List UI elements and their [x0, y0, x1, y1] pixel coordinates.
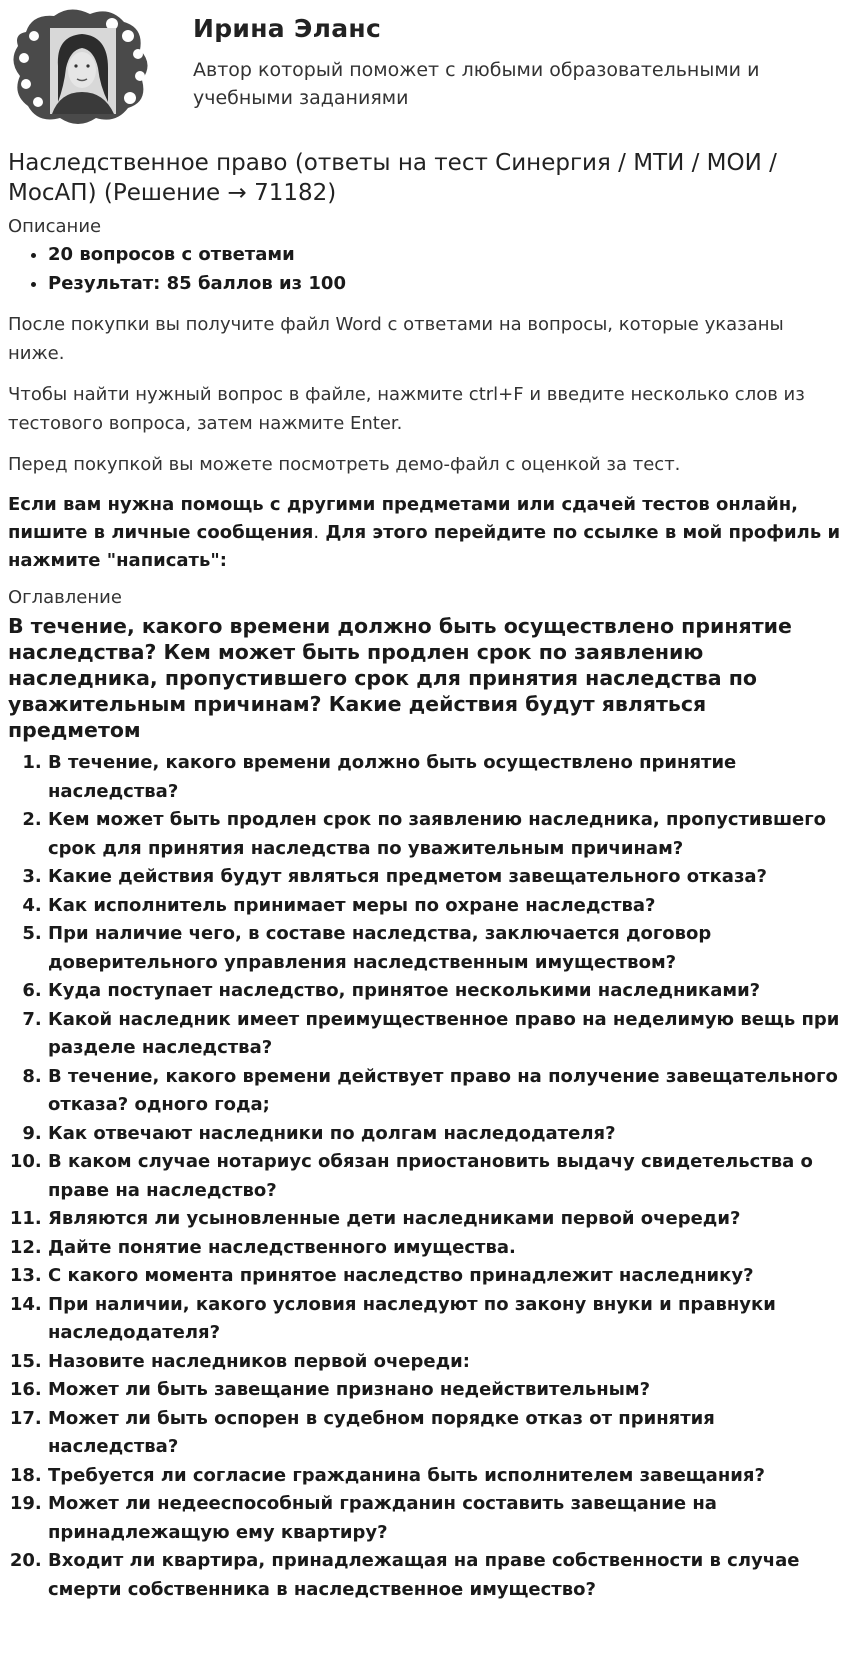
- contact-paragraph: [8, 491, 842, 575]
- paragraph-demo: Перед покупкой вы можете посмотреть демо-файл с оценкой за тест.: [8, 454, 681, 475]
- contact-text-1: Если вам нужна помощь с другими предметами или сдачей тестов онлайн, пишите в личные сообщения: [8, 494, 799, 543]
- question-item: 10. В каком случае нотариус обязан приостановить выдачу свидетельства о праве на наследство?: [48, 1148, 842, 1205]
- question-item: 16. Может ли быть завещание признано недействительным?: [48, 1376, 842, 1405]
- question-item: 12. Дайте понятие наследственного имущества.: [48, 1234, 842, 1263]
- question-item: 9. Как отвечают наследники по долгам наследодателя?: [48, 1120, 842, 1149]
- question-item: 18. Требуется ли согласие гражданина быть исполнителем завещания?: [48, 1462, 842, 1491]
- question-item: 1. В течение, какого времени должно быть осуществлено принятие наследства?: [48, 749, 842, 806]
- question-item: 7. Какой наследник имеет преимущественное право на неделимую вещь при разделе наследства?: [48, 1006, 842, 1063]
- contact-dot: .: [313, 522, 320, 543]
- summary-item: • Результат: 85 баллов из 100: [48, 269, 842, 298]
- questions-list: [8, 749, 842, 1604]
- question-item: 5. При наличие чего, в составе наследства, заключается договор доверительного управления наследственным имуществом?: [48, 920, 842, 977]
- question-item: 11. Являются ли усыновленные дети наследниками первой очереди?: [48, 1205, 842, 1234]
- author-name[interactable]: Ирина Эланс: [193, 14, 382, 43]
- question-item: 2. Кем может быть продлен срок по заявлению наследника, пропустившего срок для принятия наследства по уважительным причинам?: [48, 806, 842, 863]
- summary-item: • 20 вопросов с ответами: [48, 240, 842, 269]
- description-label: Описание: [8, 216, 102, 237]
- author-description: Автор который поможет с любыми образовательными и учебными заданиями: [193, 59, 760, 109]
- question-item: 8. В течение, какого времени действует право на получение завещательного отказа? одного года;: [48, 1063, 842, 1120]
- paragraph-purchase: После покупки вы получите файл Word с ответами на вопросы, которые указаны ниже.: [8, 314, 784, 364]
- question-item: 20. Входит ли квартира, принадлежащая на праве собственности в случае смерти собственника в наследственное имущество?: [48, 1547, 842, 1604]
- avatar[interactable]: [8, 6, 158, 130]
- toc-label: Оглавление: [8, 587, 122, 608]
- question-item: 19. Может ли недееспособный гражданин составить завещание на принадлежащую ему квартиру?: [48, 1490, 842, 1547]
- paragraph-search-hint: Чтобы найти нужный вопрос в файле, нажмите ctrl+F и введите несколько слов из тестового вопроса, затем нажмите Enter.: [8, 384, 805, 434]
- question-item: 13. С какого момента принятое наследство принадлежит наследнику?: [48, 1262, 842, 1291]
- product-content: [8, 148, 842, 1604]
- summary-list: [8, 240, 842, 298]
- contact-text-2: Для этого перейдите по ссылке в мой профиль и нажмите "написать":: [8, 522, 841, 571]
- question-item: 17. Может ли быть оспорен в судебном порядке отказ от принятия наследства?: [48, 1405, 842, 1462]
- question-item: 6. Куда поступает наследство, принятое несколькими наследниками?: [48, 977, 842, 1006]
- question-item: 4. Как исполнитель принимает меры по охране наследства?: [48, 892, 842, 921]
- question-item: 3. Какие действия будут являться предметом завещательного отказа?: [48, 863, 842, 892]
- toc-heading: В течение, какого времени должно быть осуществлено принятие наследства? Кем может быть продлен срок по заявлению наследника, пропустившего срок для принятия наследства по уважительным причинам? Какие действия будут являться предметом: [8, 614, 792, 742]
- question-item: 14. При наличии, какого условия наследуют по закону внуки и правнуки наследодателя?: [48, 1291, 842, 1348]
- product-title: Наследственное право (ответы на тест Синергия / МТИ / МОИ / МосАП) (Решение → 71182): [8, 150, 777, 206]
- author-card: [8, 6, 838, 131]
- question-item: 15. Назовите наследников первой очереди:: [48, 1348, 842, 1377]
